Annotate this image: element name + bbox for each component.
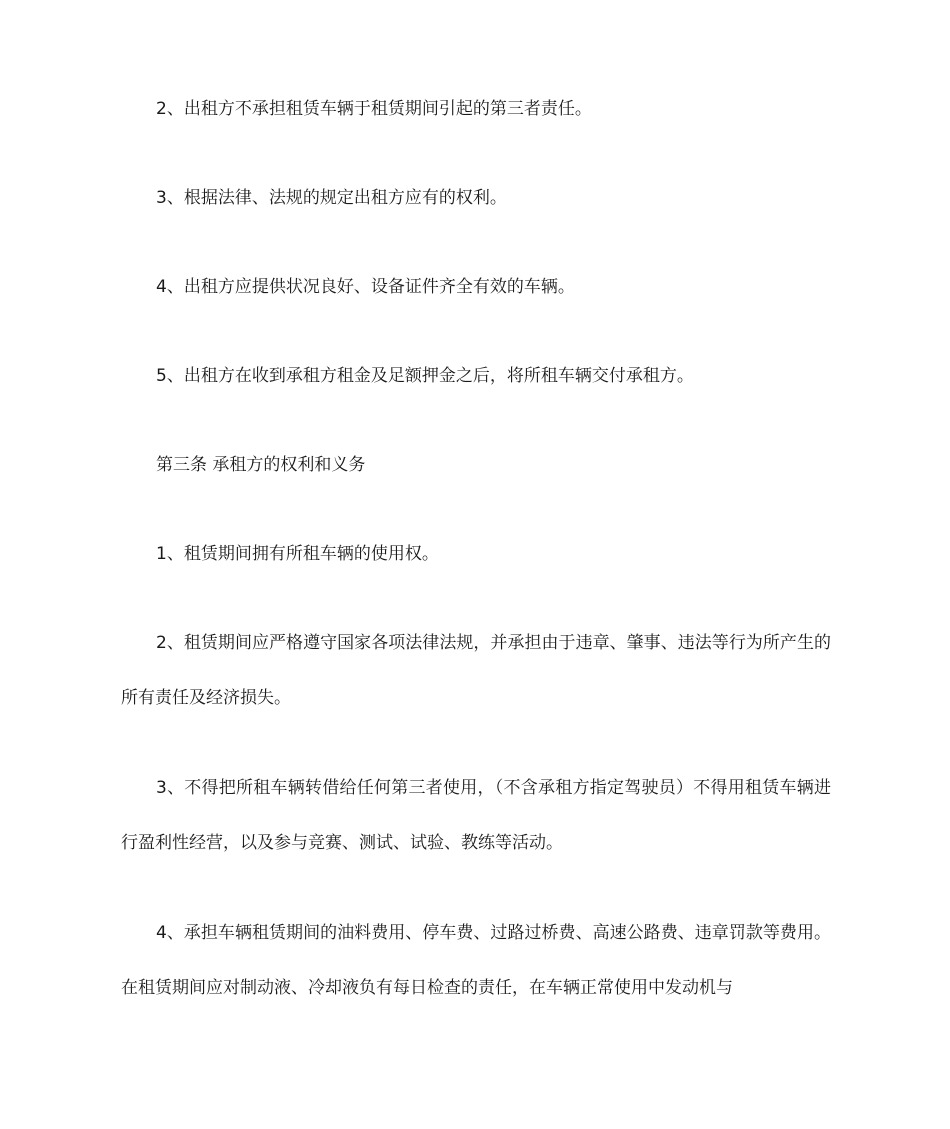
paragraph-lessee-clause-2: 2、租赁期间应严格遵守国家各项法律法规，并承担由于违章、肇事、违法等行为所产生的所有责任及经济损失。 [121, 633, 831, 708]
paragraph-lessor-clause-4: 4、出租方应提供状况良好、设备证件齐全有效的车辆。 [156, 277, 575, 297]
paragraph-lessee-clause-3: 3、不得把所租车辆转借给任何第三者使用，（不含承租方指定驾驶员）不得用租赁车辆进行盈利性经营，以及参与竞赛、测试、试验、教练等活动。 [121, 778, 831, 853]
paragraph-lessee-clause-4: 4、承担车辆租赁期间的油料费用、停车费、过路过桥费、高速公路费、违章罚款等费用。在租赁期间应对制动液、冷却液负有每日检查的责任，在车辆正常使用中发动机与 [121, 923, 831, 998]
paragraph-lessee-clause-1: 1、租赁期间拥有所租车辆的使用权。 [156, 544, 439, 564]
paragraph-lessor-clause-5: 5、出租方在收到承租方租金及足额押金之后，将所租车辆交付承租方。 [156, 366, 694, 386]
section-heading-article-3: 第三条 承租方的权利和义务 [156, 455, 366, 475]
paragraph-lessor-clause-3: 3、根据法律、法规的规定出租方应有的权利。 [156, 188, 507, 208]
paragraph-lessor-clause-2: 2、出租方不承担租赁车辆于租赁期间引起的第三者责任。 [156, 99, 592, 119]
